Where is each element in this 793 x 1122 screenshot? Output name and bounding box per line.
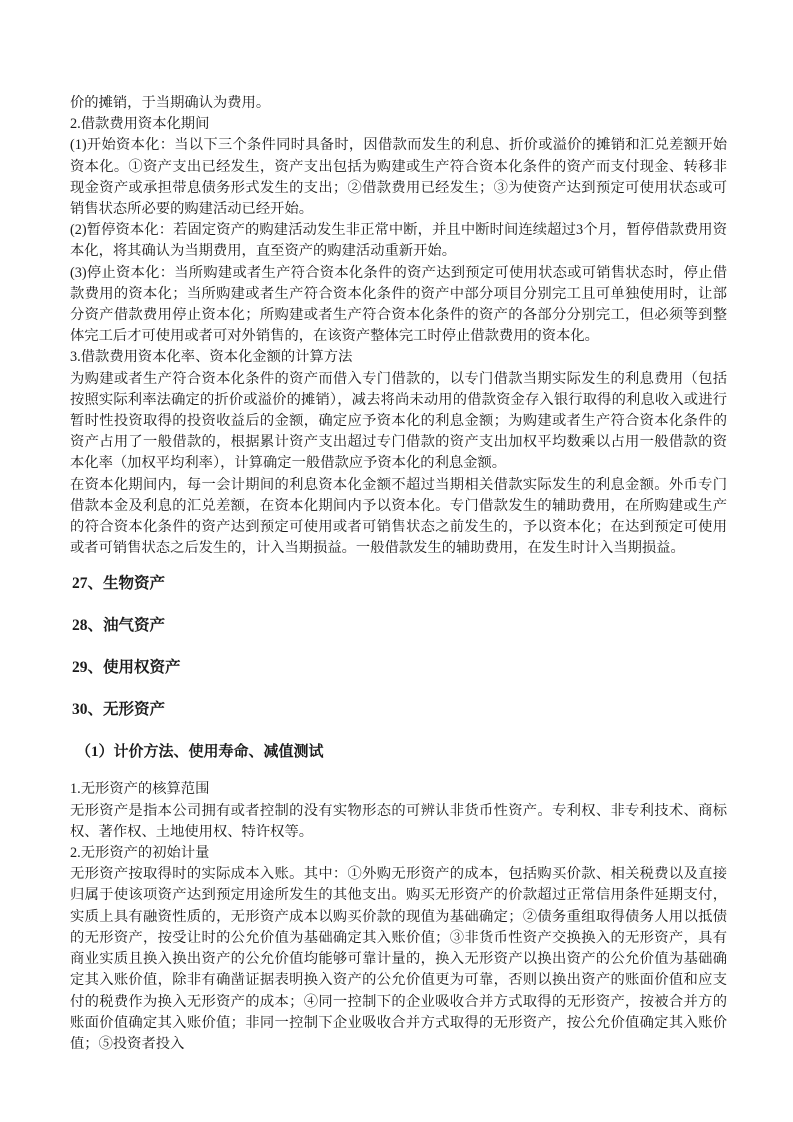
list-title-intangible-scope: 1.无形资产的核算范围 [70, 781, 210, 798]
document-content [70, 93, 727, 1055]
paragraph-intangible-initial-measurement: 无形资产按取得时的实际成本入账。其中：①外购无形资产的成本，包括购买价款、相关税费以及直接归属于使该项资产达到预定用途所发生的其他支出。购买无形资产的价款超过正常信用条件延期支付，实质上具有融资性质的，无形资产成本以购买价款的现值为基础确定；②债务重组取得债务人用以抵债的无形资产，按受让时的公允价值为基础确定其入账价值；③非货币性资产交换换入的无形资产，具有商业实质且换入换出资产的公允价值均能够可靠计量的，换入无形资产以换出资产的公允价值为基础确定其入账价值，除非有确凿证据表明换入资产的公允价值更为可靠，否则以换出资产的账面价值和应支付的税费作为换入无形资产的成本；④同一控制下的企业吸收合并方式取得的无形资产，按被合并方的账面价值确定其入账价值；非同一控制下企业吸收合并方式取得的无形资产，按公允价值确定其入账价值；⑤投资者投入 [70, 866, 727, 1052]
paragraph-capitalization-rate-method: 为购建或者生产符合资本化条件的资产而借入专门借款的，以专门借款当期实际发生的利息费用（包括按照实际利率法确定的折价或溢价的摊销），减去将尚未动用的借款资金存入银行取得的利息收入或进行暂时性投资取得的投资收益后的金额，确定应予资本化的利息金额；为购建或者生产符合资本化条件的资产占用了一般借款的，根据累计资产支出超过专门借款的资产支出加权平均数乘以占用一般借款的资本化率（加权平均利率），计算确定一般借款应予资本化的利息金额。 [70, 370, 727, 472]
paragraph-capitalization-limits: 在资本化期间内，每一会计期间的利息资本化金额不超过当期相关借款实际发生的利息金额。外币专门借款本金及利息的汇兑差额，在资本化期间内予以资本化。专门借款发生的辅助费用，在所购建或生产的符合资本化条件的资产达到预定可使用或者可销售状态之前发生的，予以资本化；在达到预定可使用或者可销售状态之后发生的，计入当期损益。一般借款发生的辅助费用，在发生时计入当期损益。 [70, 476, 727, 557]
list-title-intangible-initial-measurement: 2.无形资产的初始计量 [70, 845, 210, 862]
paragraph-suspend-capitalization: (2)暂停资本化：若固定资产的购建活动发生非正常中断，并且中断时间连续超过3个月，暂停借款费用资本化，将其确认为当期费用，直至资产的购建活动重新开始。 [70, 222, 727, 260]
list-title-capitalization-rate: 3.借款费用资本化率、资本化金额的计算方法 [70, 349, 353, 366]
subsection-heading-valuation-method: （1）计价方法、使用寿命、减值测试 [76, 744, 324, 761]
paragraph-intangible-scope: 无形资产是指本公司拥有或者控制的没有实物形态的可辨认非货币性资产。专利权、非专利技术、商标权、著作权、土地使用权、特许权等。 [70, 802, 727, 840]
paragraph-start-capitalization: (1)开始资本化：当以下三个条件同时具备时，因借款而发生的利息、折价或溢价的摊销和汇兑差额开始资本化。①资产支出已经发生，资产支出包括为购建或生产符合资本化条件的资产而支付现金、转移非现金资产或承担带息债务形式发生的支出；②借款费用已经发生；③为使资产达到预定可使用状态或可销售状态所必要的购建活动已经开始。 [70, 137, 727, 218]
section-heading-intangible-assets: 30、无形资产 [72, 701, 166, 719]
section-heading-right-of-use-assets: 29、使用权资产 [72, 659, 181, 677]
section-heading-oil-gas-assets: 28、油气资产 [72, 617, 166, 635]
section-heading-biological-assets: 27、生物资产 [72, 575, 166, 593]
list-title-capitalization-period: 2.借款费用资本化期间 [70, 116, 210, 133]
paragraph-continuation: 价的摊销，于当期确认为费用。 [70, 95, 271, 111]
paragraph-stop-capitalization: (3)停止资本化：当所购建或者生产符合资本化条件的资产达到预定可使用状态或可销售状态时，停止借款费用的资本化；当所购建或者生产符合资本化条件的资产中部分项目分别完工且可单独使用时，让部分资产借款费用停止资本化；所购建或者生产符合资本化条件的资产的各部分分别完工，但必须等到整体完工后才可使用或者可对外销售的，在该资产整体完工时停止借款费用的资本化。 [70, 264, 727, 345]
